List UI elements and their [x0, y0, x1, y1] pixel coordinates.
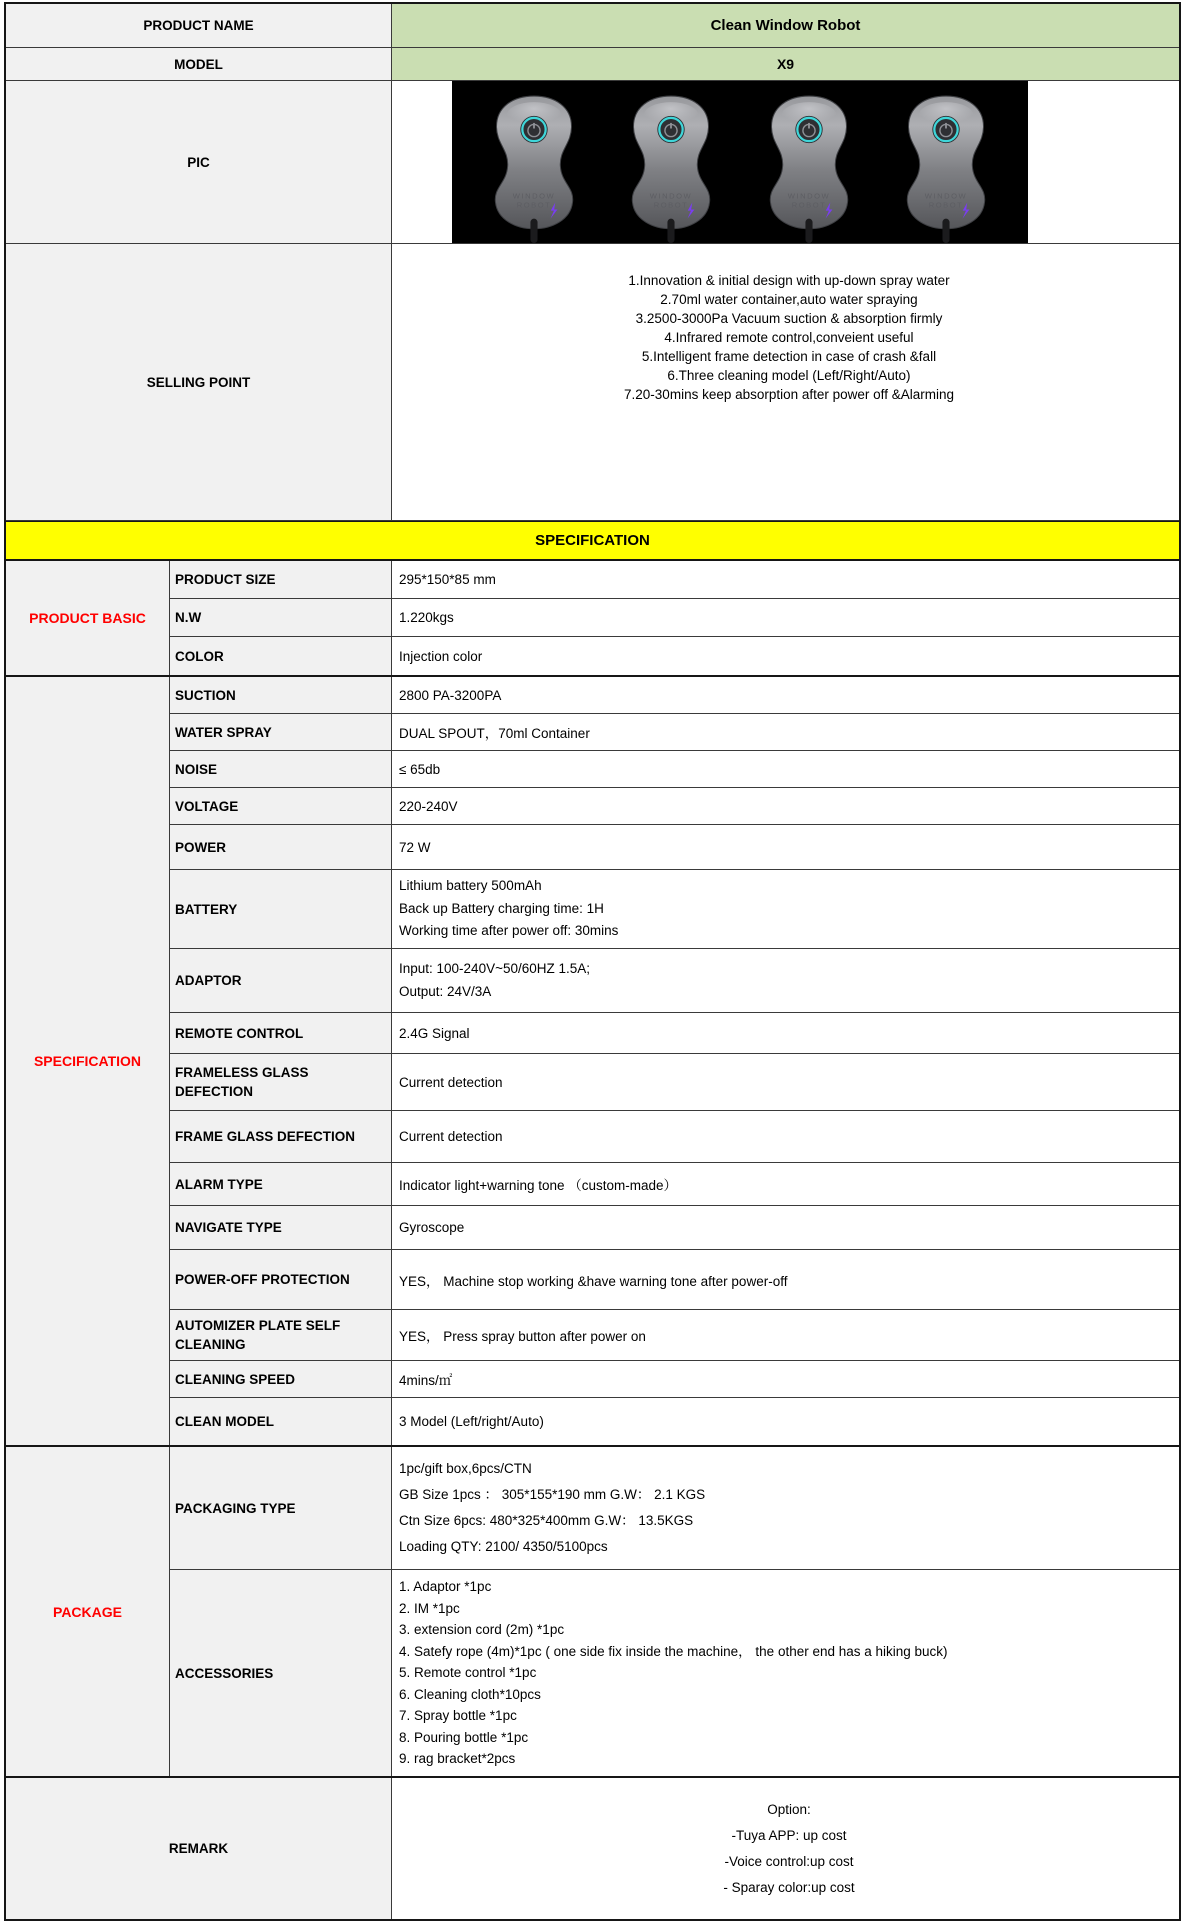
robot-strip	[452, 81, 1028, 243]
spec-sheet	[4, 2, 1181, 1921]
table-row	[170, 1398, 1179, 1445]
table-row	[170, 1013, 1179, 1054]
table-row	[170, 677, 1179, 714]
table-row	[170, 1447, 1179, 1570]
power-button-icon	[933, 116, 960, 143]
selling-point-row	[6, 244, 1179, 521]
robot-watermark-line2: ROBOT	[516, 200, 551, 210]
spec-row-label: SUCTION	[170, 677, 392, 713]
robot-squeegee-slot	[530, 219, 537, 243]
table-row	[170, 637, 1179, 675]
spec-row-label: CLEAN MODEL	[170, 1398, 392, 1445]
power-button-icon	[520, 116, 547, 143]
spec-row-label: ACCESSORIES	[170, 1570, 392, 1776]
table-row	[170, 714, 1179, 751]
remark-label: REMARK	[6, 1778, 392, 1919]
product-name-row	[6, 4, 1179, 48]
spec-row-label: VOLTAGE	[170, 788, 392, 824]
spec-row-label: POWER	[170, 825, 392, 869]
spec-row-label: FRAMELESS GLASS DEFECTION	[170, 1054, 392, 1110]
table-row	[170, 788, 1179, 825]
spec-row-value: Gyroscope	[399, 1220, 465, 1235]
section-name-specification: SPECIFICATION	[6, 677, 170, 1445]
table-row	[170, 1206, 1179, 1250]
table-row	[170, 949, 1179, 1013]
table-row	[170, 1570, 1179, 1776]
section-name-product-basic: PRODUCT BASIC	[6, 561, 170, 675]
robot-watermark-line2: ROBOT	[653, 200, 689, 210]
spec-row-value: 2.4G Signal	[399, 1025, 470, 1041]
robot-watermark-line2: ROBOT	[791, 200, 827, 210]
model-row	[6, 48, 1179, 81]
spec-row-value: 2800 PA-3200PA	[399, 687, 502, 703]
spec-row-value: YES， Press spray button after power on	[399, 1329, 646, 1344]
spec-row-value: 295*150*85 mm	[399, 572, 496, 587]
window-robot-icon	[478, 91, 590, 243]
table-row	[170, 825, 1179, 870]
specification-banner: SPECIFICATION	[6, 521, 1179, 561]
table-row	[170, 561, 1179, 599]
spec-row-value: YES， Machine stop working &have warning tone after power-off	[399, 1273, 788, 1289]
robot-watermark-line1: WINDOW	[649, 191, 693, 201]
pic-label: PIC	[6, 81, 392, 243]
table-row	[170, 870, 1179, 949]
spec-row-value: 4mins/㎡	[399, 1373, 453, 1388]
table-row	[170, 1054, 1179, 1111]
spec-row-label: REMOTE CONTROL	[170, 1013, 392, 1053]
spec-row-label: FRAME GLASS DEFECTION	[170, 1111, 392, 1162]
spec-row-value: DUAL SPOUT，70ml Container	[399, 726, 590, 741]
section-specification	[6, 677, 1179, 1447]
spec-row-label: PACKAGING TYPE	[170, 1447, 392, 1569]
table-row	[170, 1361, 1179, 1398]
spec-row-label: NOISE	[170, 751, 392, 787]
spec-row-label: AUTOMIZER PLATE SELF CLEANING	[170, 1310, 392, 1360]
table-row	[170, 751, 1179, 788]
selling-point-list: 1.Innovation & initial design with up-down spray water 2.70ml water container,auto water spraying 3.2500-3000Pa Vacuum suction & absorption firmly 4.Infrared remote control,conveient useful 5.Intelligent frame detection in case of crash &fall 6.Three cleaning model (Left/Right/Auto) 7.20-30mins keep absorption after power off &Alarming	[624, 273, 954, 402]
spec-row-value: 1.220kgs	[399, 610, 454, 625]
robot-watermark-line1: WINDOW	[512, 191, 555, 201]
spec-row-label: POWER-OFF PROTECTION	[170, 1250, 392, 1309]
spec-row-label: ADAPTOR	[170, 949, 392, 1012]
power-button-icon	[658, 116, 685, 143]
product-name-value: Clean Window Robot	[392, 4, 1179, 47]
robot-watermark-line1: WINDOW	[787, 191, 831, 201]
remark-lines: Option: -Tuya APP: up cost -Voice control:up cost - Sparay color:up cost	[723, 1801, 855, 1895]
spec-row-label: ALARM TYPE	[170, 1163, 392, 1205]
spec-row-value: Indicator light+warning tone （custom-made）	[399, 1178, 678, 1193]
table-row	[170, 1163, 1179, 1206]
spec-row-value: Input: 100-240V~50/60HZ 1.5A; Output: 24V/3A	[399, 961, 591, 999]
spec-row-value: 1pc/gift box,6pcs/CTN GB Size 1pcs ： 305*155*190 mm G.W： 2.1 KGS Ctn Size 6pcs: 480*325*400mm G.W： 13.5KGS Loading QTY: 2100/ 4350/5100pcs	[399, 1461, 706, 1554]
table-row	[170, 1250, 1179, 1310]
spec-row-value: Injection color	[399, 648, 483, 664]
robot-squeegee-slot	[668, 219, 675, 243]
spec-row-value: 1. Adaptor *1pc 2. IM *1pc 3. extension cord (2m) *1pc 4. Satefy rope (4m)*1pc ( one side fix inside the machine， the other end has a hiking buck) 5. Remote control *1pc 6. Cleaning cloth*10pcs 7. Spray bottle *1pc 8. Pouring bottle *1pc 9. rag bracket*2pcs	[399, 1579, 948, 1767]
table-row	[170, 1310, 1179, 1361]
robot-watermark-line1: WINDOW	[925, 191, 968, 201]
spec-row-value: ≤ 65db	[399, 761, 441, 777]
pic-cell	[392, 81, 1179, 243]
spec-row-label: NAVIGATE TYPE	[170, 1206, 392, 1249]
power-button-icon	[795, 116, 822, 143]
pic-row	[6, 81, 1179, 244]
section-package	[6, 1447, 1179, 1778]
spec-row-value: Current detection	[399, 1074, 503, 1090]
model-value: X9	[392, 48, 1179, 80]
window-robot-icon	[753, 91, 865, 243]
spec-row-label: PRODUCT SIZE	[170, 561, 392, 598]
product-image	[452, 81, 1028, 243]
spec-row-label: COLOR	[170, 637, 392, 675]
model-label: MODEL	[6, 48, 392, 80]
selling-point-label: SELLING POINT	[6, 244, 392, 520]
table-row	[170, 599, 1179, 637]
spec-row-value: 72 W	[399, 839, 431, 855]
window-robot-icon	[615, 91, 727, 243]
table-row	[170, 1111, 1179, 1163]
robot-squeegee-slot	[943, 219, 950, 243]
spec-row-value: Current detection	[399, 1129, 503, 1144]
spec-row-label: N.W	[170, 599, 392, 636]
window-robot-icon	[890, 91, 1002, 243]
product-name-label: PRODUCT NAME	[6, 4, 392, 47]
spec-row-value: 220-240V	[399, 798, 458, 814]
spec-row-value: Lithium battery 500mAh Back up Battery charging time: 1H Working time after power off: 30mins	[399, 878, 619, 939]
robot-squeegee-slot	[805, 219, 812, 243]
robot-watermark-line2: ROBOT	[929, 200, 964, 210]
spec-row-label: CLEANING SPEED	[170, 1361, 392, 1397]
remark-row	[6, 1778, 1179, 1919]
spec-row-value: 3 Model (Left/right/Auto)	[399, 1414, 544, 1429]
spec-row-label: BATTERY	[170, 870, 392, 948]
section-name-package: PACKAGE	[6, 1447, 170, 1776]
spec-row-label: WATER SPRAY	[170, 714, 392, 750]
section-product-basic	[6, 561, 1179, 677]
